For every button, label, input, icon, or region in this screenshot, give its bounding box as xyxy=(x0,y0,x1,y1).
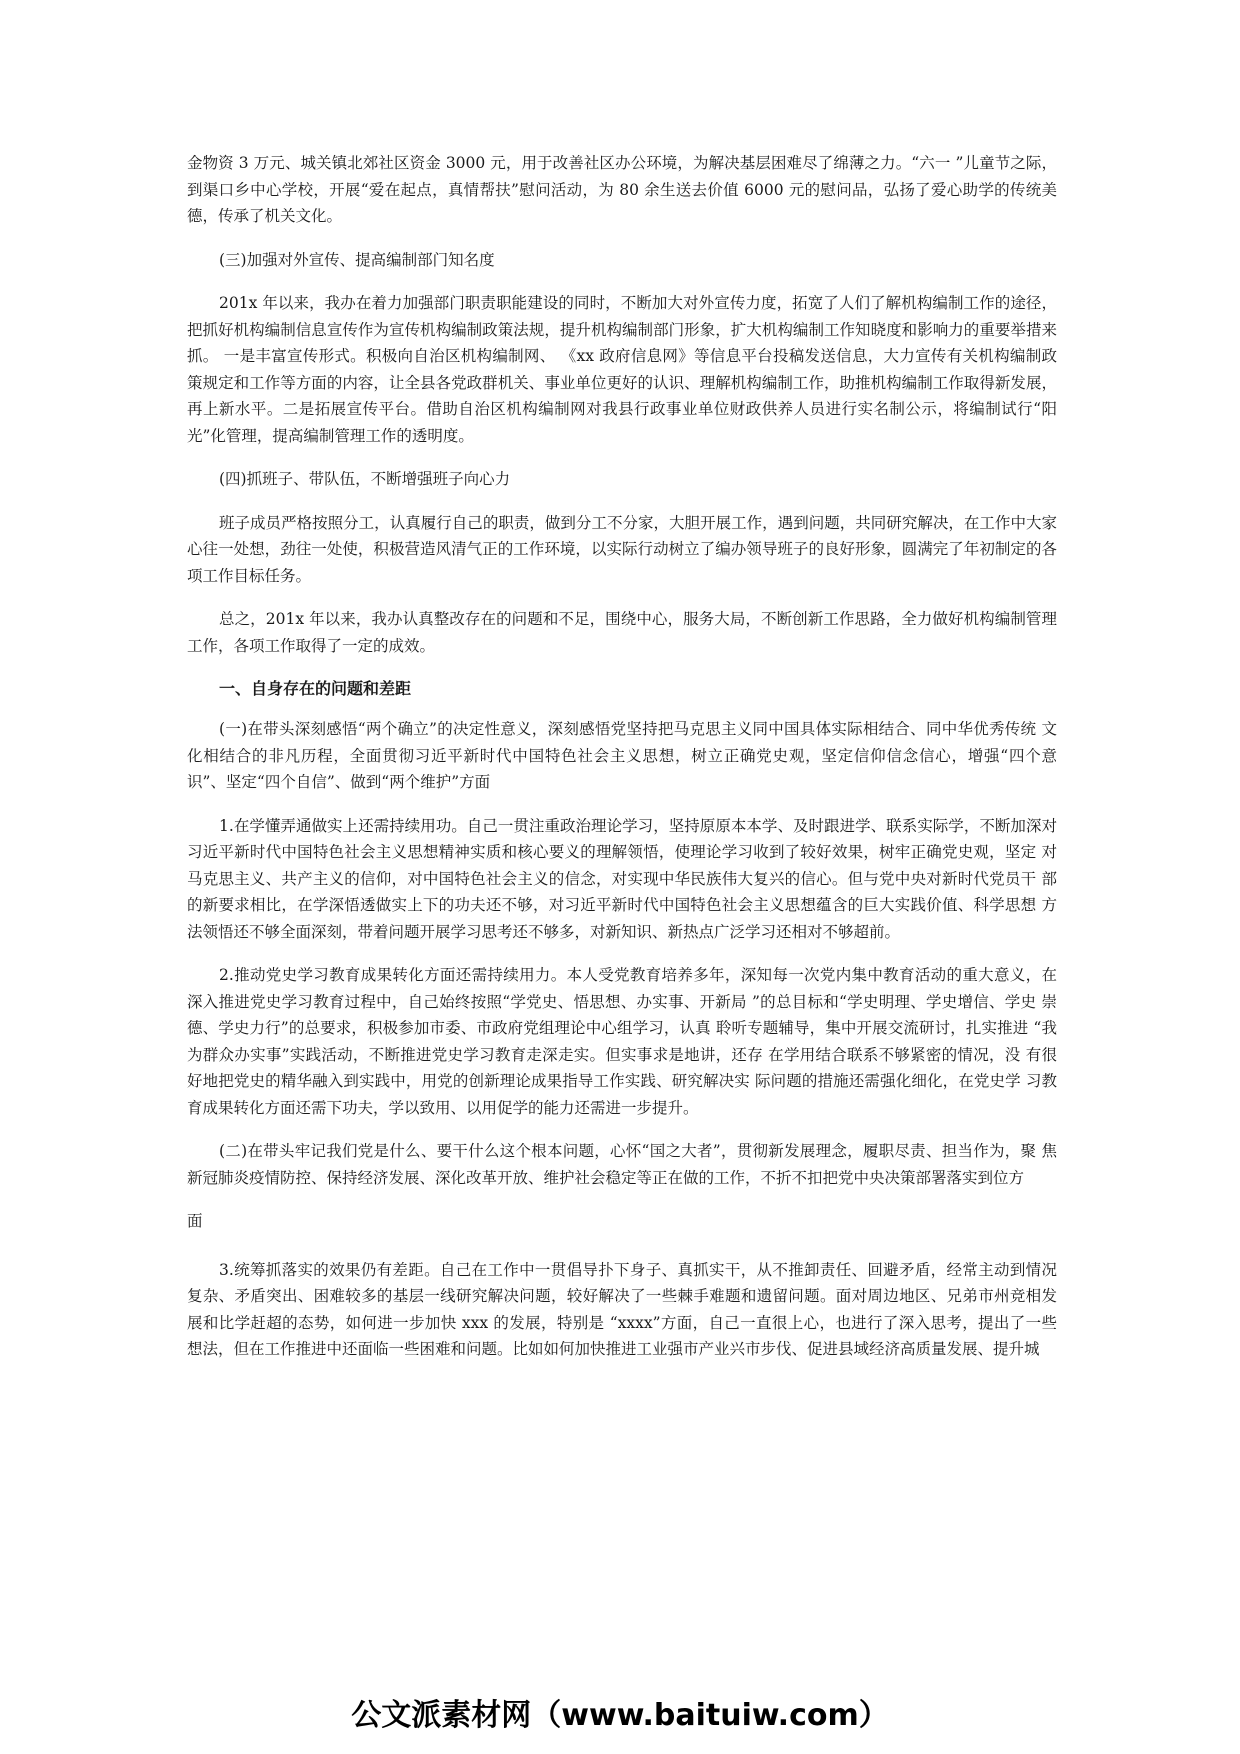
paragraph: 3.统筹抓落实的效果仍有差距。自己在工作中一贯倡导扑下身子、真抓实干，从不推卸责任、回避矛盾，经常主动到情况 复杂、矛盾突出、困难较多的基层一线研究解决问题，较好解决了一些棘手难题和遗留问题。面对周边地区、兄弟市州竞相发 展和比学赶超的态势，如何进一步加快 xxx 的发展，特别是 “xxxx”方面，自己一直很上心，也进行了深入思考，提出了一些 想法，但在工作推进中还面临一些困难和问题。比如如何加快推进工业强市产业兴市步伐、促进县域经济高质量发展、提升城 xyxy=(187,1260,1057,1358)
paragraph: 2.推动党史学习教育成果转化方面还需持续用力。本人受党教育培养多年，深知每一次党内集中教育活动的重大意义，在 深入推进党史学习教育过程中，自己始终按照“学党史、悟思想、办实事、开新局 ”的总目标和“学史明理、学史增信、学史 崇德、学史力行”的总要求，积极参加市委、市政府党组理论中心组学习，认真 聆听专题辅导，集中开展交流研讨，扎实推进 “我为群众办实事”实践活动，不断推进党史学习教育走深走实。但实事求是地讲，还存 在学用结合联系不够紧密的情况，没 有很好地把党史的精华融入到实践中，用党的创新理论成果指导工作实践、研究解决实 际问题的措施还需强化细化，在党史学 习教育成果转化方面还需下功夫，学以致用、以用促学的能力还需进一步提升。 xyxy=(187,966,1057,1117)
paragraph: (二)在带头牢记我们党是什么、要干什么这个根本问题，心怀“国之大者”，贯彻新发展理念，履职尽责、担当作为，聚 焦新冠肺炎疫情防控、保持经济发展、深化改革开放、维护社会稳定等正在做的工作，不折不扣把党中央决策部署落实到位方 xyxy=(187,1142,1057,1187)
paragraph: 1.在学懂弄通做实上还需持续用功。自己一贯注重政治理论学习，坚持原原本本学、及时跟进学、联系实际学，不断加深对习近平新时代中国特色社会主义思想精神实质和核心要义的理解领悟，使理论学习收到了较好效果，树牢正确党史观，坚定 对马克思主义、共产主义的信仰，对中国特色社会主义的信念，对实现中华民族伟大复兴的信心。但与党中央对新时代党员干 部的新要求相比，在学深悟透做实上下的功夫还不够，对习近平新时代中国特色社会主义思想蕴含的巨大实践价值、科学思想 方法领悟还不够全面深刻，带着问题开展学习思考还不够多，对新知识、新热点广泛学习还相对不够超前。 xyxy=(187,816,1057,941)
section-subheading: (四)抓班子、带队伍，不断增强班子向心力 xyxy=(219,470,511,488)
footer-watermark: 公文派素材网（www.baituiw.com） xyxy=(351,1698,889,1733)
paragraph: 金物资 3 万元、城关镇北郊社区资金 3000 元，用于改善社区办公环境，为解决基层困难尽了绵薄之力。“六一 ”儿童节之际， 到渠口乡中心学校，开展“爱在起点，真情帮扶”慰问活动，为 80 余生送去价值 6000 元的慰问品，弘扬了爱心助学的传统美 德，传承了机关文化。 xyxy=(187,154,1057,225)
paragraph-fragment: 面 xyxy=(187,1212,203,1230)
paragraph: 班子成员严格按照分工，认真履行自己的职责，做到分工不分家，大胆开展工作，遇到问题，共同研究解决，在工作中大家心往一处想，劲往一处使，积极营造风清气正的工作环境，以实际行动树立了编办领导班子的良好形象，圆满完了年初制定的各项工作目标任务。 xyxy=(187,513,1057,585)
section-heading: 一、自身存在的问题和差距 xyxy=(219,679,412,698)
paragraph: 总之，201x 年以来，我办认真整改存在的问题和不足，围绕中心，服务大局，不断创新工作思路，全力做好机构编制管理 工作，各项工作取得了一定的成效。 xyxy=(187,610,1057,655)
paragraph: (一)在带头深刻感悟“两个确立”的决定性意义，深刻感悟党坚持把马克思主义同中国具体实际相结合、同中华优秀传统 文化相结合的非凡历程，全面贯彻习近平新时代中国特色社会主义思想，树立正确党史观，坚定信仰信念信心，增强“四个意 识”、坚定“四个自信”、做到“两个维护”方面 xyxy=(187,720,1057,791)
paragraph: 201x 年以来，我办在着力加强部门职责职能建设的同时，不断加大对外宣传力度，拓宽了人们了解机构编制工作的途径，把抓好机构编制信息宣传作为宣传机构编制政策法规，提升机构编制部门形象，扩大机构编制工作知晓度和影响力的重要举措来抓。 一是丰富宣传形式。积极向自治区机构编制网、 《xx 政府信息网》等信息平台投稿发送信息，大力宣传有关机构编制政 策规定和工作等方面的内容，让全县各党政群机关、事业单位更好的认识、理解机构编制工作，助推机构编制工作取得新发展， 再上新水平。二是拓展宣传平台。借助自治区机构编制网对我县行政事业单位财政供养人员进行实名制公示，将编制试行“阳 光”化管理，提高编制管理工作的透明度。 xyxy=(187,294,1057,445)
document-body xyxy=(187,150,1057,1380)
section-subheading: (三)加强对外宣传、提高编制部门知名度 xyxy=(219,250,495,269)
